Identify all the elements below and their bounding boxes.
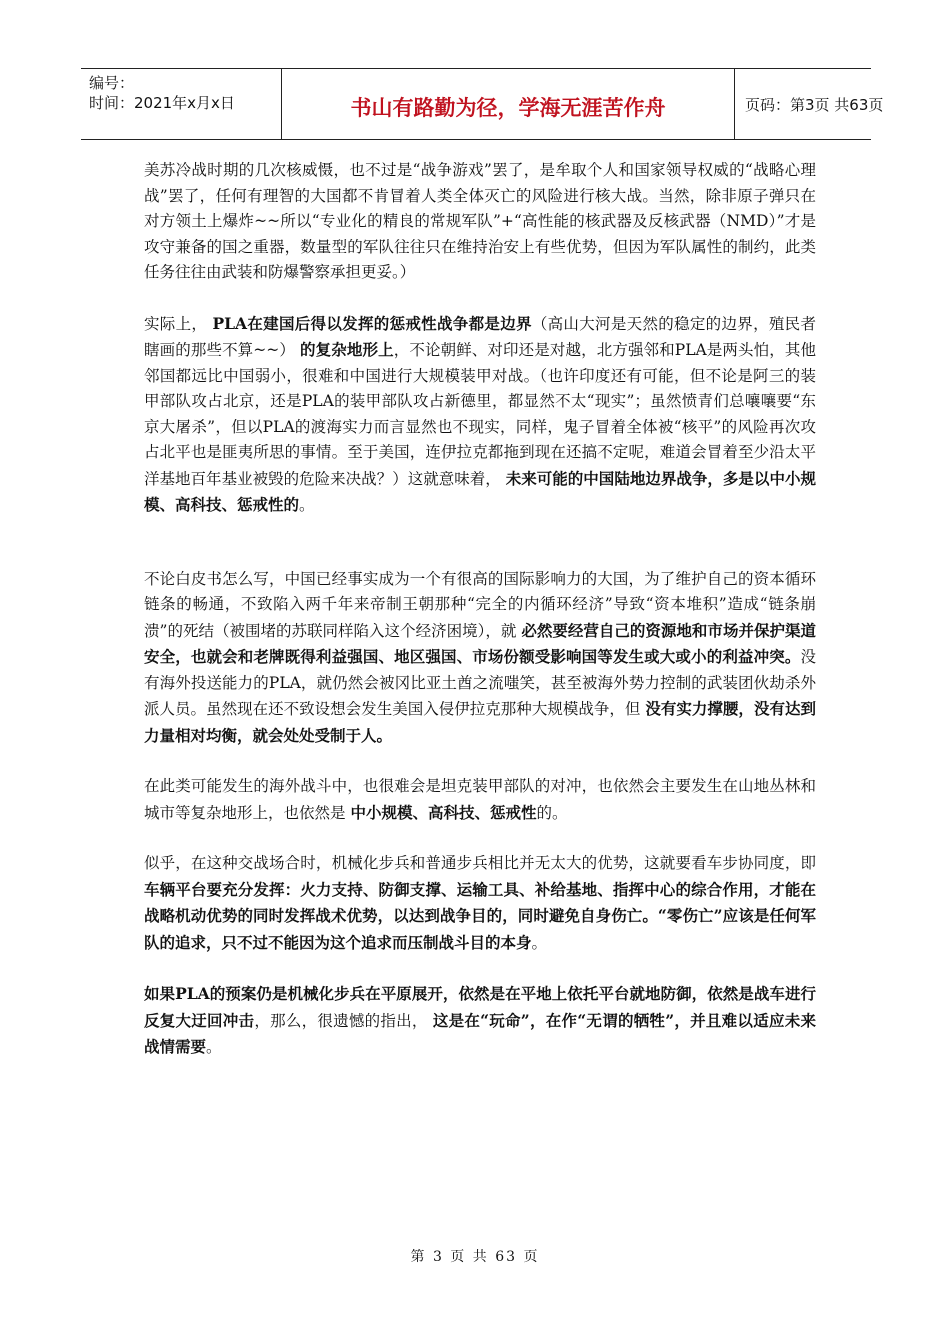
body-text: ，那么，很遗憾的指出， — [254, 1011, 433, 1030]
body-paragraph-6 — [144, 981, 816, 1061]
header-page-cell — [734, 69, 884, 139]
body-text: 美苏冷战时期的几次核威慑，也不过是“战争游戏”罢了，是牟取个人和国家领导权威的“战略心理战”罢了，任何有理智的大国都不肯冒着人类全体灭亡的风险进行核大战。当然，除非原子弹只在对方领土上爆炸~~所以“专业化的精良的常规军队”+“高性能的核武器及反核武器（NMD）”才是攻守兼备的国之重器，数量型的军队往往只在维持治安上有些优势，但因为军队属性的制约，此类任务往往由武装和防爆警察承担更妥。） — [144, 161, 816, 281]
body-paragraph-4 — [144, 774, 816, 826]
emphasis-text: 未来可能的中国陆地边界战争，多是以中小规模、高科技、惩戒性的 — [144, 468, 816, 514]
header-meta-cell — [81, 69, 281, 139]
emphasis-text: 如果PLA的预案仍是机械化步兵在平原展开，依然是在平地上依托平台就地防御，依然是战车进行反复大迂回冲击 — [144, 984, 816, 1030]
body-text: 的。 — [536, 803, 568, 822]
header-page-code: 页码：第3页 共63页 — [745, 96, 884, 114]
emphasis-text: 车辆平台要充分发挥：火力支持、防御支撑、运输工具、补给基地、指挥中心的综合作用，才能在战略机动优势的同时发挥战术优势，以达到战争目的，同时避免自身伤亡。“零伤亡”应该是任何军队的追求，只不过不能因为这个追求而压制战斗目的本身 — [144, 879, 816, 952]
body-text: （高山大河是天然的稳定的边界，殖民者瞎画的那些不算~~） — [144, 314, 816, 359]
body-paragraph-1 — [144, 158, 816, 286]
document-body — [144, 158, 816, 1061]
emphasis-text: 这是在“玩命”，在作“无谓的牺牲”，并且难以适应未来战情需要 — [144, 1010, 816, 1056]
emphasis-text: PLA在建国后得以发挥的惩戒性战争都是边界 — [212, 313, 532, 333]
emphasis-text: 中小规模、高科技、惩戒性 — [350, 802, 537, 822]
page-footer: 第 3 页 共 63 页 — [410, 1249, 540, 1265]
emphasis-text: 必然要经营自己的资源地和市场并保护渠道安全，也就会和老牌既得利益强国、地区强国、市场份额受影响国等发生或大或小的利益冲突。 — [144, 620, 816, 666]
emphasis-text: 的复杂地形上 — [300, 340, 394, 359]
header-motto: 书山有路勤为径，学海无涯苦作舟 — [350, 96, 666, 120]
body-text: 。 — [531, 933, 548, 952]
body-text: 似乎，在这种交战场合时，机械化步兵和普通步兵相比并无太大的优势，这就要看车步协同度，即 — [144, 854, 816, 872]
body-text: 实际上， — [144, 314, 213, 333]
body-text: 。 — [299, 496, 315, 514]
emphasis-text: 没有实力撑腰，没有达到力量相对均衡，就会处处受制于人。 — [144, 699, 816, 745]
body-paragraph-3 — [144, 567, 816, 750]
body-text: 不论白皮书怎么写，中国已经事实成为一个有很高的国际影响力的大国，为了维护自己的资本循环链条的畅通，不致陷入两千年来帝制王朝那种“完全的内循环经济”导致“资本堆积”造成“链条崩溃”的死结（被围堵的苏联同样陷入这个经济困境），就 — [144, 569, 816, 640]
page-header — [81, 68, 884, 140]
body-text: 在此类可能发生的海外战斗中，也很难会是坦克装甲部队的对冲，也依然会主要发生在山地丛林和城市等复杂地形上，也依然是 — [144, 777, 816, 822]
document-number-label: 编号： — [89, 74, 135, 92]
document-date-label: 时间：2021年x月x日 — [89, 94, 235, 112]
header-motto-cell — [281, 69, 735, 139]
body-text: 。 — [206, 1038, 222, 1056]
body-paragraph-5 — [144, 851, 816, 956]
body-text: ，不论朝鲜、对印还是对越，北方强邻和PLA是两头怕，其他邻国都远比中国弱小，很难和中国进行大规模装甲对战。（也许印度还有可能，但不论是阿三的装甲部队攻占北京，还是PLA的装甲部队攻占新德里，都显然不太“现实”；虽然愤青们总嚷嚷要“东京大屠杀”，但以PLA的渡海实力而言显然也不现实，同样，鬼子冒着全体被“核平”的风险再次攻占北平也是匪夷所思的事情。至于美国，连伊拉克都拖到现在还搞不定呢，难道会冒着至少沿太平洋基地百年基业被毁的危险来决战？）这就意味着， — [144, 341, 816, 488]
body-paragraph-2 — [144, 311, 816, 519]
body-text: 没有海外投送能力的PLA，就仍然会被冈比亚土酋之流嗤笑，甚至被海外势力控制的武装团伙劫杀外派人员。虽然现在还不致设想会发生美国入侵伊拉克那种大规模战争，但 — [144, 648, 816, 718]
